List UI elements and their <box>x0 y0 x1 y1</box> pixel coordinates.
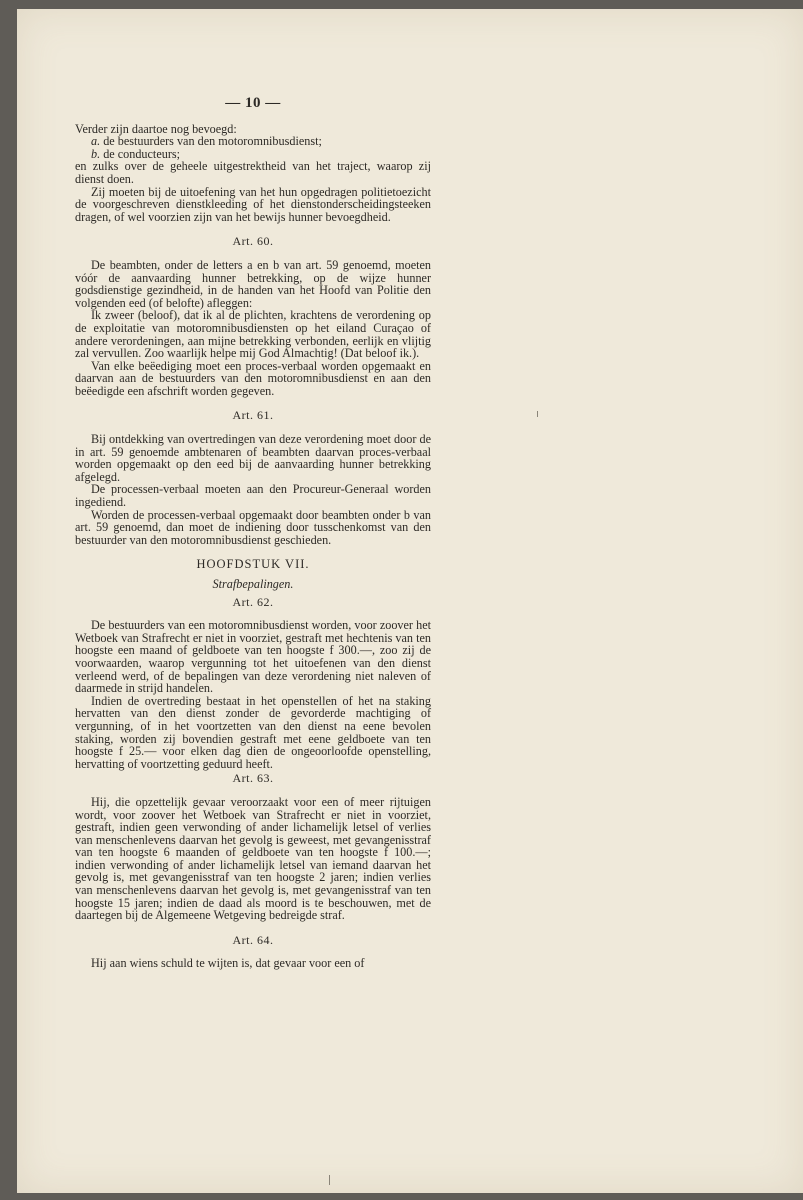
item-letter: b. <box>91 146 101 161</box>
article-heading: Art. 61. <box>232 408 274 423</box>
paragraph: Ik zweer (beloof), dat ik al de plichten, krachtens de verordening op de exploitatie van motoromnibusdiensten op het eiland Curaçao of andere verordeningen, aan mijne betrekking verbonden, eerlijk en vlijtig zal vervullen. Zoo waarlijk helpe mij God Almachtig! (Dat beloof ik.). <box>75 308 431 361</box>
paragraph: en zulks over de geheele uitgestrektheid van het traject, waarop zij dienst doen. <box>75 159 431 186</box>
paragraph: Zij moeten bij de uitoefening van het hun opgedragen politietoezicht de voorgeschreven dienstkleeding of het dienstonderscheidingsteeken dragen, of wel voorzien zijn van het bewijs hunner bevoegdheid. <box>75 184 431 224</box>
paragraph: Indien de overtreding bestaat in het openstellen of het na staking hervatten van den dienst zonder de gevorderde machtiging of vergunning, of in het voortzetten van den dienst na eene bevolen staking, worden zij bovendien gestraft met eene geldboete van ten hoogste f 25.— voor elken dag dien de ongeoorloofde openstelling, hervatting of voortzetting geduurd heeft. <box>75 693 431 771</box>
paragraph: Hij aan wiens schuld te wijten is, dat gevaar voor een of <box>91 956 365 971</box>
paragraph: De bestuurders van een motoromnibusdienst worden, voor zoover het Wetboek van Strafrecht er niet in voorziet, gestraft met hechtenis van ten hoogste een maand of geldboete van ten hoogste f 300.—, zoo zij de voorwaarden, waarop vergunning tot het uitoefenen van den dienst verleend werd, of de bepalingen van deze verordening niet naleven of daarmede in strijd handelen. <box>75 618 431 696</box>
item-letter: a. <box>91 134 101 149</box>
item-text: de bestuurders van den motoromnibusdienst; <box>103 134 322 149</box>
article-heading: Art. 62. <box>232 594 274 609</box>
page-number: — 10 — <box>225 95 281 111</box>
paragraph: Worden de processen-verbaal opgemaakt door beambten onder b van art. 59 genoemd, dan moet de indiening door tusschenkomst van den bestuurder van den motoromnibusdienst geschieden. <box>75 507 431 547</box>
chapter-subtitle: Strafbepalingen. <box>212 577 294 591</box>
article-heading: Art. 60. <box>232 234 274 249</box>
article-heading: Art. 63. <box>232 771 274 786</box>
chapter-title: HOOFDSTUK VII. <box>196 557 310 572</box>
paragraph: De processen-verbaal moeten aan den Procureur-Generaal worden ingediend. <box>75 482 431 510</box>
paragraph: De beambten, onder de letters a en b van art. 59 genoemd, moeten vóór de aanvaarding hunner betrekking, op de wijze hunner godsdienstige gezindheid, in de handen van het Hoofd van Politie den volgenden eed (of belofte) afleggen: <box>75 257 431 310</box>
document-page <box>17 9 803 1193</box>
margin-mark <box>329 1175 330 1185</box>
intro-line: Verder zijn daartoe nog bevoegd: <box>75 121 237 136</box>
paragraph: Bij ontdekking van overtredingen van deze verordening moet door de in art. 59 genoemde ambtenaren of beambten daarvan proces-verbaal worden opgemaakt op den eed bij de aanvaarding hunner betrekking afgelegd. <box>75 432 431 484</box>
article-heading: Art. 64. <box>232 932 274 947</box>
paragraph: Hij, die opzettelijk gevaar veroorzaakt voor een of meer rijtuigen wordt, voor zoover het Wetboek van Strafrecht er niet in voorziet, gestraft, indien geen verwonding of ander lichamelijk letsel of verlies van menschenlevens daarvan het gevolg is geweest, met gevangenisstraf van ten hoogste 6 maanden of geldboete van ten hoogste f 100.—; indien verwonding of ander lichamelijk letsel van iemand daarvan het gevolg is, met gevangenisstraf van ten hoogste 2 jaren; indien verlies van menschenlevens daarvan het gevolg is, met gevangenisstraf van ten hoogste 15 jaren; indien de daad als moord is te beschouwen, met de daartegen bij de Algemeene Wetgeving bedreigde straf. <box>75 794 431 923</box>
text-column <box>75 97 431 970</box>
margin-mark <box>537 411 538 417</box>
item-text: de conducteurs; <box>103 146 181 161</box>
paragraph: Van elke beëediging moet een proces-verbaal worden opgemaakt en daarvan aan de bestuurders van den motoromnibusdienst en aan den beëedigde een afschrift worden gegeven. <box>75 358 431 398</box>
